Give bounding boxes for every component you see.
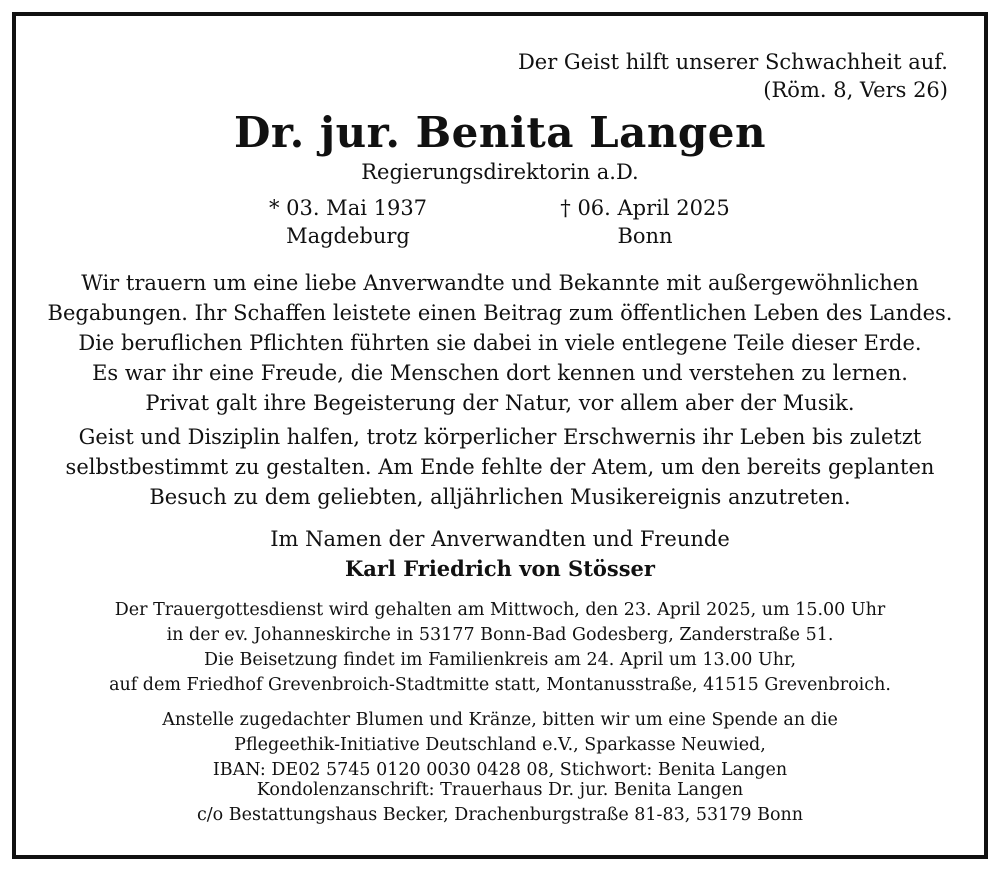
tribute-line: Es war ihr eine Freude, die Menschen dort kennen und verstehen zu lernen. [92,361,908,385]
donation-line: IBAN: DE02 5745 0120 0030 0428 08, Stichwort: Benita Langen [212,760,788,780]
tribute-line: Begabungen. Ihr Schaffen leistete einen Beitrag zum öffentlichen Leben des Landes. [47,301,953,325]
service-line: Der Trauergottesdienst wird gehalten am Mittwoch, den 23. April 2025, um 15.00 Uhr [114,600,886,620]
birth-date: * 03. Mai 1937 [268,196,428,220]
birth-info [248,194,448,250]
burial-line: Die Beisetzung findet im Familienkreis am 24. April um 13.00 Uhr, [203,650,797,670]
death-date: † 06. April 2025 [560,196,730,220]
burial-info [0,648,1000,698]
tribute-line: Privat galt ihre Begeisterung der Natur, vor allem aber der Musik. [145,391,855,415]
tribute-paragraph-1 [0,268,1000,418]
quote-reference: (Röm. 8, Vers 26) [763,78,948,102]
tribute-line: Wir trauern um eine liebe Anverwandte und Bekannte mit außergewöhnlichen [81,271,919,295]
death-place: Bonn [617,224,673,248]
quote-text: Der Geist hilft unserer Schwachheit auf. [517,50,948,74]
death-info [545,194,745,250]
signature-intro: Im Namen der Anverwandten und Freunde [270,527,730,551]
birth-place: Magdeburg [286,224,410,248]
donation-info [0,708,1000,783]
condolence-line: Kondolenzanschrift: Trauerhaus Dr. jur. Benita Langen [256,780,744,800]
condolence-line: c/o Bestattungshaus Becker, Drachenburgstraße 81-83, 53179 Bonn [196,805,804,825]
deceased-name: Dr. jur. Benita Langen [233,108,767,157]
donation-line: Anstelle zugedachter Blumen und Kränze, bitten wir um eine Spende an die [162,710,838,730]
donation-line: Pflegeethik-Initiative Deutschland e.V., Sparkasse Neuwied, [234,735,766,755]
bible-quote [518,48,948,104]
tribute-line: Die beruflichen Pflichten führten sie dabei in viele entlegene Teile dieser Erde. [78,331,922,355]
funeral-service-info [0,598,1000,648]
service-line: in der ev. Johanneskirche in 53177 Bonn-Bad Godesberg, Zanderstraße 51. [166,625,834,645]
signature-name: Karl Friedrich von Stösser [345,556,655,581]
tribute-line: Geist und Disziplin halfen, trotz körperlicher Erschwernis ihr Leben bis zuletzt [78,425,922,449]
tribute-line: selbstbestimmt zu gestalten. Am Ende fehlte der Atem, um den bereits geplanten [65,455,935,479]
deceased-title: Regierungsdirektorin a.D. [361,160,639,184]
condolence-address [0,778,1000,828]
tribute-paragraph-2 [0,422,1000,512]
tribute-line: Besuch zu dem geliebten, alljährlichen Musikereignis anzutreten. [149,485,851,509]
burial-line: auf dem Friedhof Grevenbroich-Stadtmitte statt, Montanusstraße, 41515 Grevenbroich. [109,675,891,695]
signature-block [0,524,1000,584]
